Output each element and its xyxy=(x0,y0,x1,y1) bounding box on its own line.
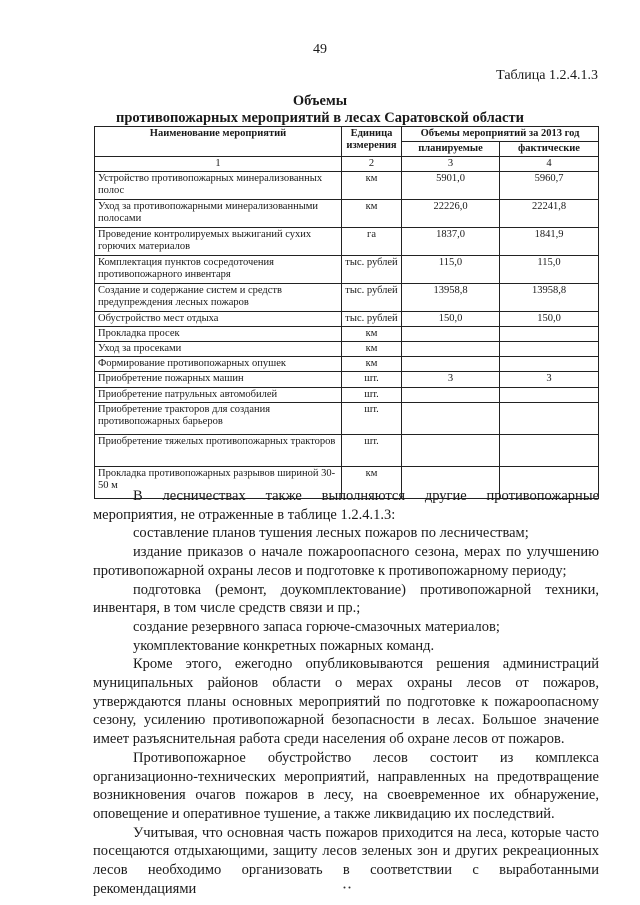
header-planned: планируемые xyxy=(402,142,500,157)
table-row xyxy=(95,372,599,387)
row-planned xyxy=(402,357,500,372)
table-title-line2: противопожарных мероприятий в лесах Саратовской области xyxy=(116,110,524,126)
row-name: Проведение контролируемых выжиганий сухих горючих материалов xyxy=(95,228,342,256)
table-row xyxy=(95,172,599,200)
row-name: Уход за противопожарными минерализованными полосами xyxy=(95,200,342,228)
body-text xyxy=(93,487,599,898)
table-row xyxy=(95,284,599,312)
header-actual: фактические xyxy=(500,142,599,157)
row-actual: 13958,8 xyxy=(500,284,599,312)
row-unit: км xyxy=(342,200,402,228)
row-unit: га xyxy=(342,228,402,256)
row-planned xyxy=(402,342,500,357)
row-name: Прокладка просек xyxy=(95,327,342,342)
table-row xyxy=(95,256,599,284)
row-actual: 150,0 xyxy=(500,312,599,327)
row-actual xyxy=(500,357,599,372)
row-actual xyxy=(500,327,599,342)
list-item: издание приказов о начале пожароопасного сезона, мерах по улучшению противопожарной охраны лесов и подготовке к противопожарному периоду; xyxy=(93,544,599,579)
row-actual: 3 xyxy=(500,372,599,387)
row-planned: 150,0 xyxy=(402,312,500,327)
row-name: Приобретение тяжелых противопожарных тракторов xyxy=(95,434,342,466)
row-unit: км xyxy=(342,327,402,342)
paragraph: Учитывая, что основная часть пожаров приходится на леса, которые часто посещаются отдыхающими, защиту лесов зеленых зон и других рекреационных лесов необходимо организовать в соответствии с выработанными рекомендациями xyxy=(93,824,599,897)
page-number: 49 xyxy=(313,42,327,57)
scan-speck xyxy=(343,886,351,889)
row-unit: км xyxy=(342,466,402,498)
row-name: Устройство противопожарных минерализованных полос xyxy=(95,172,342,200)
row-name: Обустройство мест отдыха xyxy=(95,312,342,327)
row-name: Приобретение пожарных машин xyxy=(95,372,342,387)
row-unit: тыс. рублей xyxy=(342,256,402,284)
row-unit: км xyxy=(342,342,402,357)
row-unit: км xyxy=(342,357,402,372)
row-planned: 1837,0 xyxy=(402,228,500,256)
col-number: 1 xyxy=(95,157,342,172)
paragraph: Противопожарное обустройство лесов состоит из комплекса организационно-технических мероприятий, направленных на предотвращение возникновения очагов пожаров в лесу, на своевременное их обнаружение, оповещение и оперативное тушение, а также ликвидацию их последствий. xyxy=(93,749,599,822)
row-planned: 115,0 xyxy=(402,256,500,284)
row-unit: км xyxy=(342,172,402,200)
header-volumes: Объемы мероприятий за 2013 год xyxy=(402,127,599,142)
row-actual xyxy=(500,434,599,466)
header-name: Наименование мероприятий xyxy=(95,127,342,157)
row-planned: 22226,0 xyxy=(402,200,500,228)
row-unit: шт. xyxy=(342,434,402,466)
row-actual: 22241,8 xyxy=(500,200,599,228)
row-planned xyxy=(402,387,500,402)
col-number: 3 xyxy=(402,157,500,172)
row-planned xyxy=(402,327,500,342)
table-row xyxy=(95,387,599,402)
table-title-line1: Объемы xyxy=(292,93,348,109)
row-unit: шт. xyxy=(342,402,402,434)
row-planned: 3 xyxy=(402,372,500,387)
row-planned: 13958,8 xyxy=(402,284,500,312)
row-planned: 5901,0 xyxy=(402,172,500,200)
row-planned xyxy=(402,434,500,466)
list-item: составление планов тушения лесных пожаров по лесничествам; xyxy=(133,525,529,542)
paragraph: В лесничествах также выполняются другие противопожарные мероприятия, не отраженные в таблице 1.2.4.1.3: xyxy=(93,488,599,523)
col-number: 4 xyxy=(500,157,599,172)
row-name: Приобретение тракторов для создания противопожарных барьеров xyxy=(95,402,342,434)
list-item: укомплектование конкретных пожарных команд. xyxy=(133,637,435,654)
measures-table xyxy=(94,126,599,499)
table-row xyxy=(95,228,599,256)
row-unit: тыс. рублей xyxy=(342,312,402,327)
list-item: подготовка (ремонт, доукомплектование) противопожарной техники, инвентаря, в том числе средств связи и пр.; xyxy=(93,581,599,617)
table-row xyxy=(95,434,599,466)
table-row xyxy=(95,200,599,228)
row-unit: шт. xyxy=(342,372,402,387)
paragraph: Кроме этого, ежегодно опубликовываются решения администраций муниципальных районов области о мерах охраны лесов от пожаров, утверждаются планы основных мероприятий по подготовке к пожароопасному сезону, усилению противопожарной безопасности в лесах. Большое значение имеет разъяснительная работа среди населения об охране лесов от пожаров. xyxy=(93,656,599,748)
row-actual: 1841,9 xyxy=(500,228,599,256)
row-name: Формирование противопожарных опушек xyxy=(95,357,342,372)
row-actual xyxy=(500,387,599,402)
table-row xyxy=(95,402,599,434)
row-name: Приобретение патрульных автомобилей xyxy=(95,387,342,402)
row-unit: тыс. рублей xyxy=(342,284,402,312)
row-name: Создание и содержание систем и средств предупреждения лесных пожаров xyxy=(95,284,342,312)
table-row xyxy=(95,357,599,372)
row-actual: 115,0 xyxy=(500,256,599,284)
row-actual xyxy=(500,402,599,434)
table-caption: Таблица 1.2.4.1.3 xyxy=(496,68,598,83)
row-name: Уход за просеками xyxy=(95,342,342,357)
row-name: Прокладка противопожарных разрывов шириной 30-50 м xyxy=(95,466,342,498)
list-item: создание резервного запаса горюче-смазочных материалов; xyxy=(133,618,500,635)
table-row xyxy=(95,312,599,327)
header-unit: Единица измерения xyxy=(342,127,402,157)
row-unit: шт. xyxy=(342,387,402,402)
table-row xyxy=(95,327,599,342)
row-actual xyxy=(500,342,599,357)
row-name: Комплектация пунктов сосредоточения противопожарного инвентаря xyxy=(95,256,342,284)
table-row xyxy=(95,342,599,357)
row-planned xyxy=(402,402,500,434)
col-number: 2 xyxy=(342,157,402,172)
row-actual: 5960,7 xyxy=(500,172,599,200)
